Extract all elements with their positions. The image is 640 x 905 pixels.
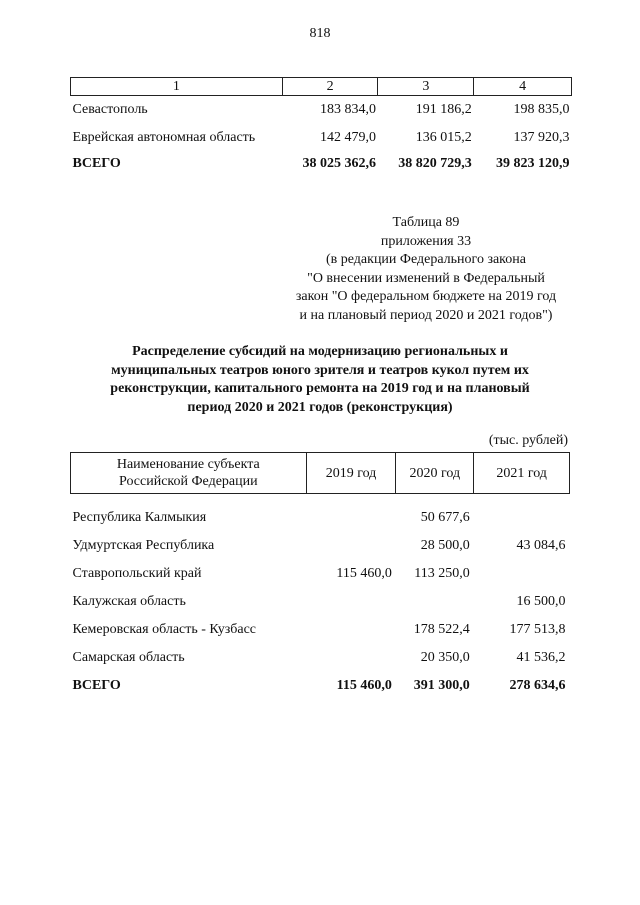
title-line: реконструкции, капитального ремонта на 2019 год и на плановый xyxy=(110,381,530,396)
table-row xyxy=(71,494,570,533)
value-2021 xyxy=(474,494,570,533)
column-number: 1 xyxy=(71,78,283,96)
region-name: Кемеровская область - Кузбасс xyxy=(72,622,257,637)
table-row xyxy=(71,588,570,616)
note-line: Таблица 89 xyxy=(392,215,460,230)
value-2019 xyxy=(306,532,396,560)
table-row xyxy=(71,96,572,125)
column-number: 4 xyxy=(474,78,572,96)
value-2020 xyxy=(396,588,474,616)
region-name: Еврейская автономная область xyxy=(72,130,256,145)
note-line: приложения 33 xyxy=(380,233,472,249)
value-cell: 198 835,0 xyxy=(513,102,570,117)
table-row xyxy=(71,532,570,560)
subsidies-table xyxy=(70,452,570,700)
value-2021 xyxy=(474,560,570,588)
column-numbers-header xyxy=(71,78,572,96)
title-line: период 2020 и 2021 годов (реконструкция) xyxy=(187,399,453,415)
table-row xyxy=(71,644,570,672)
value-2019: 115 460,0 xyxy=(336,566,392,581)
table-title xyxy=(60,343,580,417)
value-2020: 20 350,0 xyxy=(420,650,470,665)
column-number: 3 xyxy=(378,78,474,96)
region-name: Самарская область xyxy=(72,650,185,665)
note-line: "О внесении изменений в Федеральный xyxy=(307,270,545,286)
value-cell: 137 920,3 xyxy=(513,130,570,145)
table-row xyxy=(71,560,570,588)
header-2020: 2020 год xyxy=(396,453,474,494)
region-name: Республика Калмыкия xyxy=(72,510,207,525)
table-header xyxy=(71,453,570,494)
value-2019 xyxy=(306,588,396,616)
appendix-note xyxy=(290,214,562,325)
table-row xyxy=(71,124,572,152)
total-value: 39 823 120,9 xyxy=(496,156,570,171)
region-name: Севастополь xyxy=(72,102,148,117)
header-region-line2: Российской Федерации xyxy=(119,474,258,489)
value-2019 xyxy=(306,644,396,672)
value-2020: 113 250,0 xyxy=(414,566,470,581)
total-row xyxy=(71,152,572,176)
region-name: Удмуртская Республика xyxy=(72,538,215,553)
value-2021: 41 536,2 xyxy=(516,650,566,665)
table-row xyxy=(71,616,570,644)
header-2019: 2019 год xyxy=(306,453,396,494)
total-2019: 115 460,0 xyxy=(336,678,392,693)
total-2021: 278 634,6 xyxy=(509,678,566,693)
header-region-line1: Наименование субъекта xyxy=(116,457,260,472)
value-2021: 16 500,0 xyxy=(516,594,566,609)
value-2021: 43 084,6 xyxy=(516,538,566,553)
title-line: Распределение субсидий на модернизацию региональных и xyxy=(132,344,508,359)
note-line: закон "О федеральном бюджете на 2019 год xyxy=(295,289,557,304)
value-2020: 28 500,0 xyxy=(420,538,470,553)
region-name: Калужская область xyxy=(72,594,186,609)
note-line: (в редакции Федерального закона xyxy=(326,252,526,267)
value-2020: 50 677,6 xyxy=(420,510,470,525)
value-cell: 191 186,2 xyxy=(415,102,472,117)
value-2019 xyxy=(306,616,396,644)
region-name: Ставропольский край xyxy=(72,566,202,581)
total-label: ВСЕГО xyxy=(72,678,121,693)
title-line: муниципальных театров юного зрителя и театров кукол путем их xyxy=(111,362,529,378)
page-number: 818 xyxy=(309,26,331,41)
note-line: и на плановый период 2020 и 2021 годов") xyxy=(299,307,553,323)
total-value: 38 025 362,6 xyxy=(302,156,376,171)
continued-table xyxy=(70,77,572,176)
total-row xyxy=(71,672,570,700)
units-label: (тыс. рублей) xyxy=(488,433,568,448)
total-label: ВСЕГО xyxy=(72,156,121,171)
total-2020: 391 300,0 xyxy=(413,678,470,693)
total-value: 38 820 729,3 xyxy=(398,156,472,171)
value-cell: 136 015,2 xyxy=(415,130,472,145)
value-2021: 177 513,8 xyxy=(509,622,566,637)
header-region xyxy=(71,453,307,494)
header-2021: 2021 год xyxy=(474,453,570,494)
value-2020: 178 522,4 xyxy=(413,622,470,637)
column-number: 2 xyxy=(282,78,378,96)
value-2019 xyxy=(306,494,396,533)
value-cell: 142 479,0 xyxy=(319,130,376,145)
value-cell: 183 834,0 xyxy=(319,102,376,117)
